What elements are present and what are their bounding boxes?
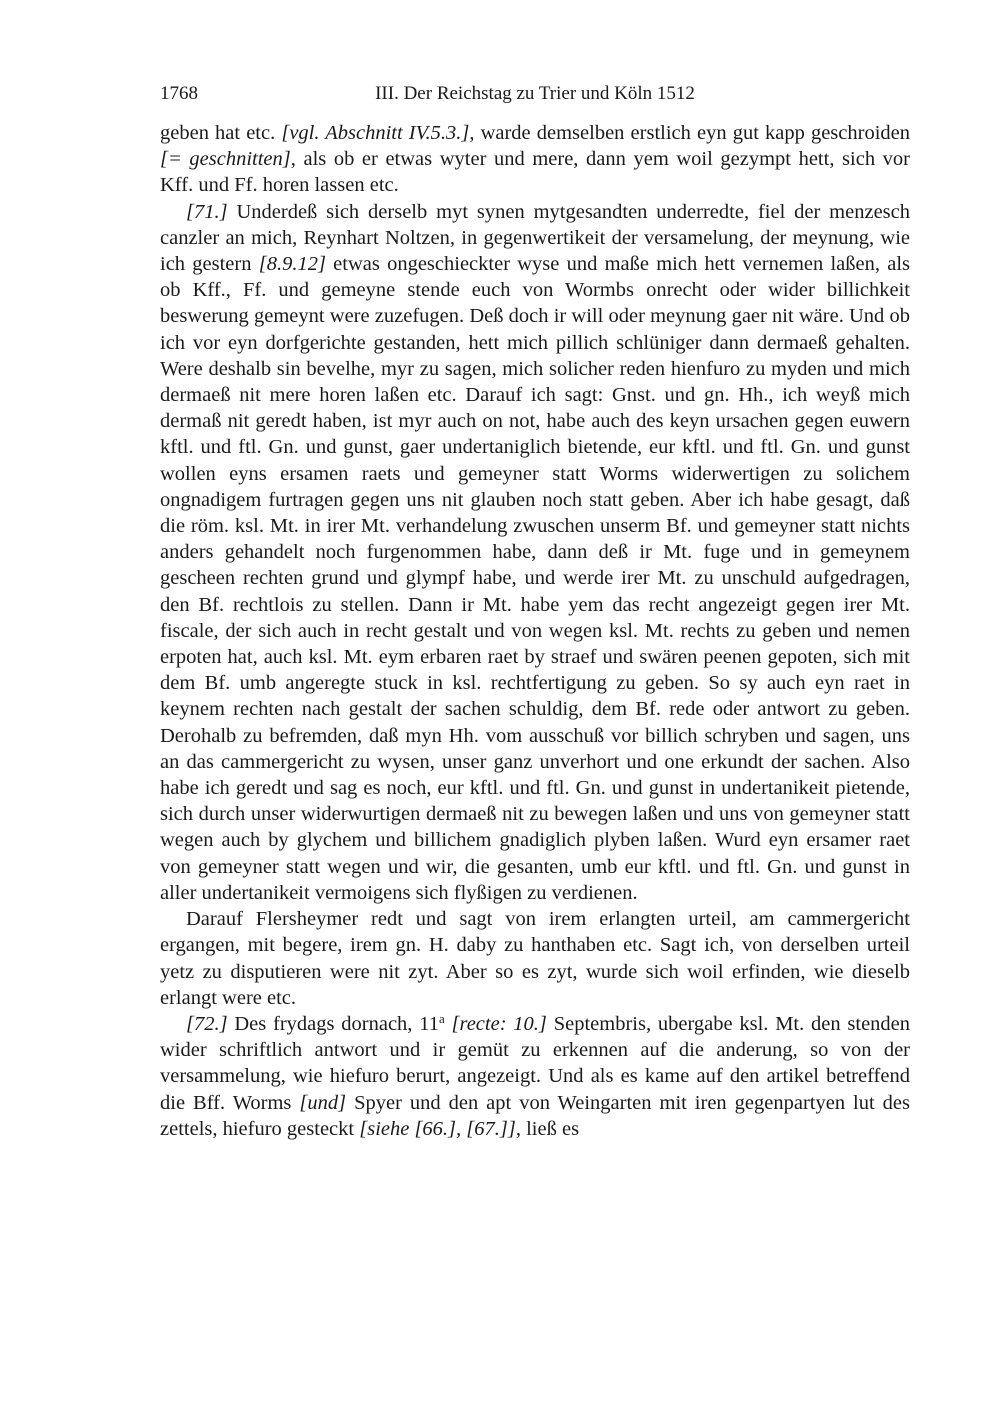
text-segment: Des frydags dornach, 11 [227, 1012, 439, 1035]
paragraph [160, 906, 910, 1011]
text-segment: etwas ongeschieckter wyse und maße mich hett vernemen laßen, als ob Kff., Ff. und gemeyne stende euch von Wormbs onrecht oder wider billichkeit beswerung gemeynt were zuzefugen. Deß doch ir will oder meynung gaer nit wäre. Und ob ich vor eyn dorfgerichte gestanden, hett mich pillich schlüniger dann dermaeß gehalten. Were deshalb sin bevelhe, myr zu sagen, mich solicher reden hienfuro zu myden und mich dermaeß nit mere horen laßen etc. Darauf ich sagt: Gnst. und gn. Hh., ich weyß mich dermaß nit geredt haben, ist myr auch on not, habe auch des keyn ursachen gegen euwern kftl. und ftl. Gn. und gunst, gaer undertaniglich bietende, eur kftl. und ftl. Gn. und gunst wollen eyns ersamen raets und gemeyner statt Worms widerwertigen zu solichem ongnadigem furtragen gegen uns nit glauben noch statt geben. Aber ich habe gesagt, daß die röm. ksl. Mt. in irer Mt. verhandelung zwuschen unserm Bf. und gemeyner statt nichts anders gehandelt noch furgenommen habe, dann deß ir Mt. fuge und in gemeynem gescheen rechten grund und glympf habe, und werde irer Mt. zu unschuld aufgedragen, den Bf. rechtlois zu stellen. Dann ir Mt. habe yem das recht angezeigt gegen irer Mt. fiscale, der sich auch in recht gestalt und von wegen ksl. Mt. rechts zu geben und nemen erpoten hat, auch ksl. Mt. eym erbaren raet by straef und swären peenen gepoten, sich mit dem Bf. umb angeregte stuck in ksl. rechtfertigung zu geben. So sy auch eyn raet in keynem rechten nach gestalt der sachen schuldig, dem Bf. rede oder antwort zu geben. Derohalb zu befremden, daß myn Hh. vom ausschuß vor billich schryben und sagen, uns an das cammergericht zu wysen, unser ganz unverhort und one erkundt der sachen. Also habe ich geredt und sag es noch, eur kftl. und ftl. Gn. und gunst in undertanikeit pietende, sich durch unser widerwurtigen dermaeß nit zu bewegen laßen und uns von gemeyner statt wegen auch by glychem und billichem gnadiglich plyben laßen. Wurd eyn ersamer raet von gemeyner statt wegen und wir, die gesanten, umb eur kftl. und ftl. Gn. und gunst in aller undertanikeit vermoigens sich flyßigen zu verdienen. [160, 253, 910, 904]
editorial-note: [71.] [186, 200, 228, 223]
paragraph [160, 120, 910, 199]
editorial-note: [und] [299, 1091, 347, 1114]
paragraph [160, 199, 910, 906]
text-segment: Septembris, ubergabe ksl. Mt. den stenden wider schriftlich antwort und ir gemüt zu erkennen auf die anderung, so von der versammelung, wie hiefuro berurt, angezeigt. Und als es kame auf den artikel betreffend die Bff. Worms [160, 1012, 911, 1114]
text-segment: Underdeß sich derselb myt synen mytgesandten underredte, fiel der menzesch canzler an mich, Reynhart Noltzen, in gegenwertikeit der versamelung, der meynung, wie ich gestern [160, 200, 910, 276]
editorial-note: [72.] [186, 1012, 228, 1035]
editorial-note: [siehe [66.], [67.]] [359, 1117, 516, 1140]
text-segment: geben hat etc. [160, 122, 282, 144]
text-segment: Darauf Flersheymer redt und sagt von irem erlangten urteil, am cammergericht ergangen, mit begere, irem gn. H. daby zu hanthaben etc. Sagt ich, von derselben urteil yetz zu disputieren were nit zyt. Aber so es zyt, wurde sich woil erfinden, wie dieselb erlangt were etc. [160, 908, 910, 1009]
editorial-note: [recte: 10.] [451, 1012, 547, 1035]
text-segment: , als ob er etwas wyter und mere, dann yem woil gezympt hett, sich vor Kff. und Ff. horen lassen etc. [160, 148, 910, 197]
editorial-note: [8.9.12] [258, 253, 326, 276]
text-segment [445, 1013, 452, 1035]
text-segment: Spyer und den apt von Weingarten mit iren gegenpartyen lut des zettels, hiefuro gesteckt [160, 1091, 910, 1140]
running-title: III. Der Reichstag zu Trier und Köln 1512 [375, 83, 695, 104]
text-segment: , warde demselben erstlich eyn gut kapp geschroiden [469, 122, 910, 144]
text-segment: , ließ es [515, 1117, 580, 1140]
page-number: 1768 [160, 83, 198, 104]
editorial-note: [= geschnitten] [160, 148, 291, 171]
body-text [160, 120, 910, 1142]
paragraph [160, 1011, 910, 1142]
running-head [160, 80, 910, 108]
footnote-marker: a [438, 1010, 445, 1026]
editorial-note: [vgl. Abschnitt IV.5.3.] [281, 122, 470, 144]
